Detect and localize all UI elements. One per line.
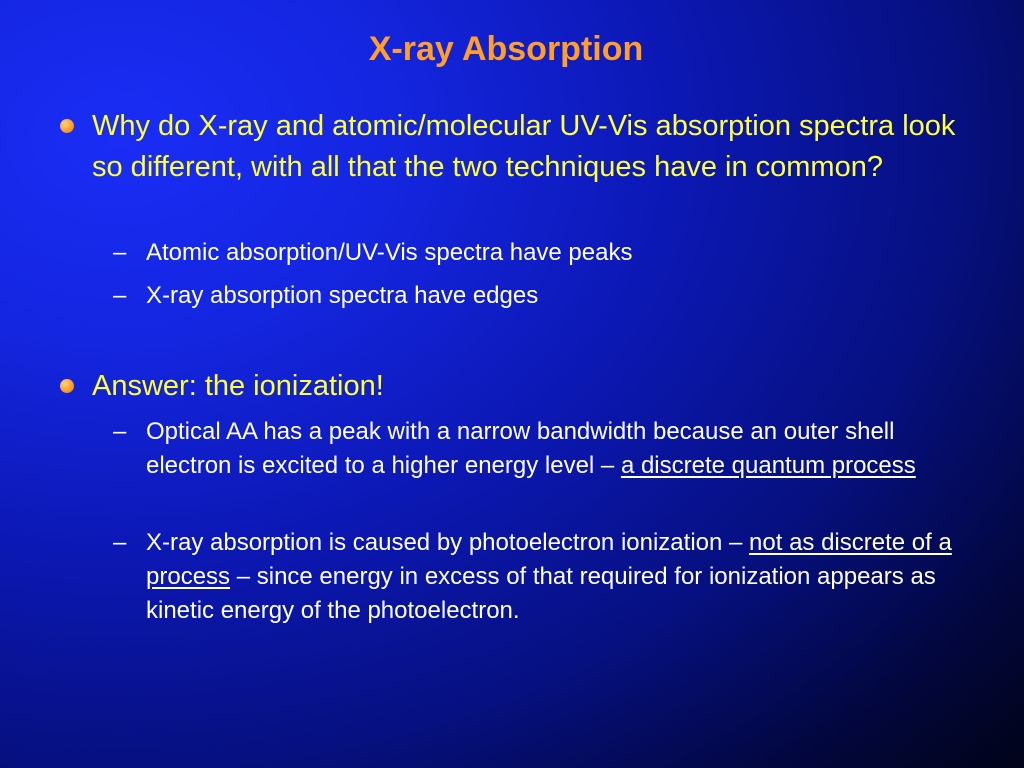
sub-bullet-optical-aa-text: Optical AA has a peak with a narrow bandwidth because an outer shell electron is excited to a higher energy level – xyxy=(146,418,895,479)
slide-title: X-ray Absorption xyxy=(368,30,644,68)
bullet-dot-icon xyxy=(60,119,74,133)
underlined-discrete-quantum: a discrete quantum process xyxy=(620,452,916,479)
sub-bullet-peaks-text: Atomic absorption/UV-Vis spectra have peaks xyxy=(146,239,633,266)
sub-bullet-edges xyxy=(113,279,986,313)
sub-bullet-xray-ionization-text-a: X-ray absorption is caused by photoelectron ionization – xyxy=(146,529,750,556)
sub-bullet-xray-ionization-text-b: – since energy in excess of that required for ionization appears as kinetic energy of the photoelectron. xyxy=(146,563,936,624)
sub-bullet-xray-ionization xyxy=(113,526,986,628)
dash-icon: – xyxy=(113,239,127,266)
dash-icon: – xyxy=(113,529,127,556)
bullet-dot-icon xyxy=(60,379,74,393)
dash-icon: – xyxy=(113,418,127,445)
bullet-answer-text: Answer: the ionization! xyxy=(92,370,384,402)
sub-bullet-optical-aa xyxy=(113,415,986,483)
sub-bullet-edges-text: X-ray absorption spectra have edges xyxy=(146,282,539,309)
dash-icon: – xyxy=(113,282,127,309)
underlined-not-as-discrete: not as discrete of a process xyxy=(146,529,952,590)
bullet-question xyxy=(92,106,972,188)
bullet-question-text: Why do X-ray and atomic/molecular UV-Vis absorption spectra look so different, with all that the two techniques have in common? xyxy=(92,110,956,183)
bullet-answer xyxy=(92,366,972,407)
sub-bullet-peaks xyxy=(113,236,986,270)
